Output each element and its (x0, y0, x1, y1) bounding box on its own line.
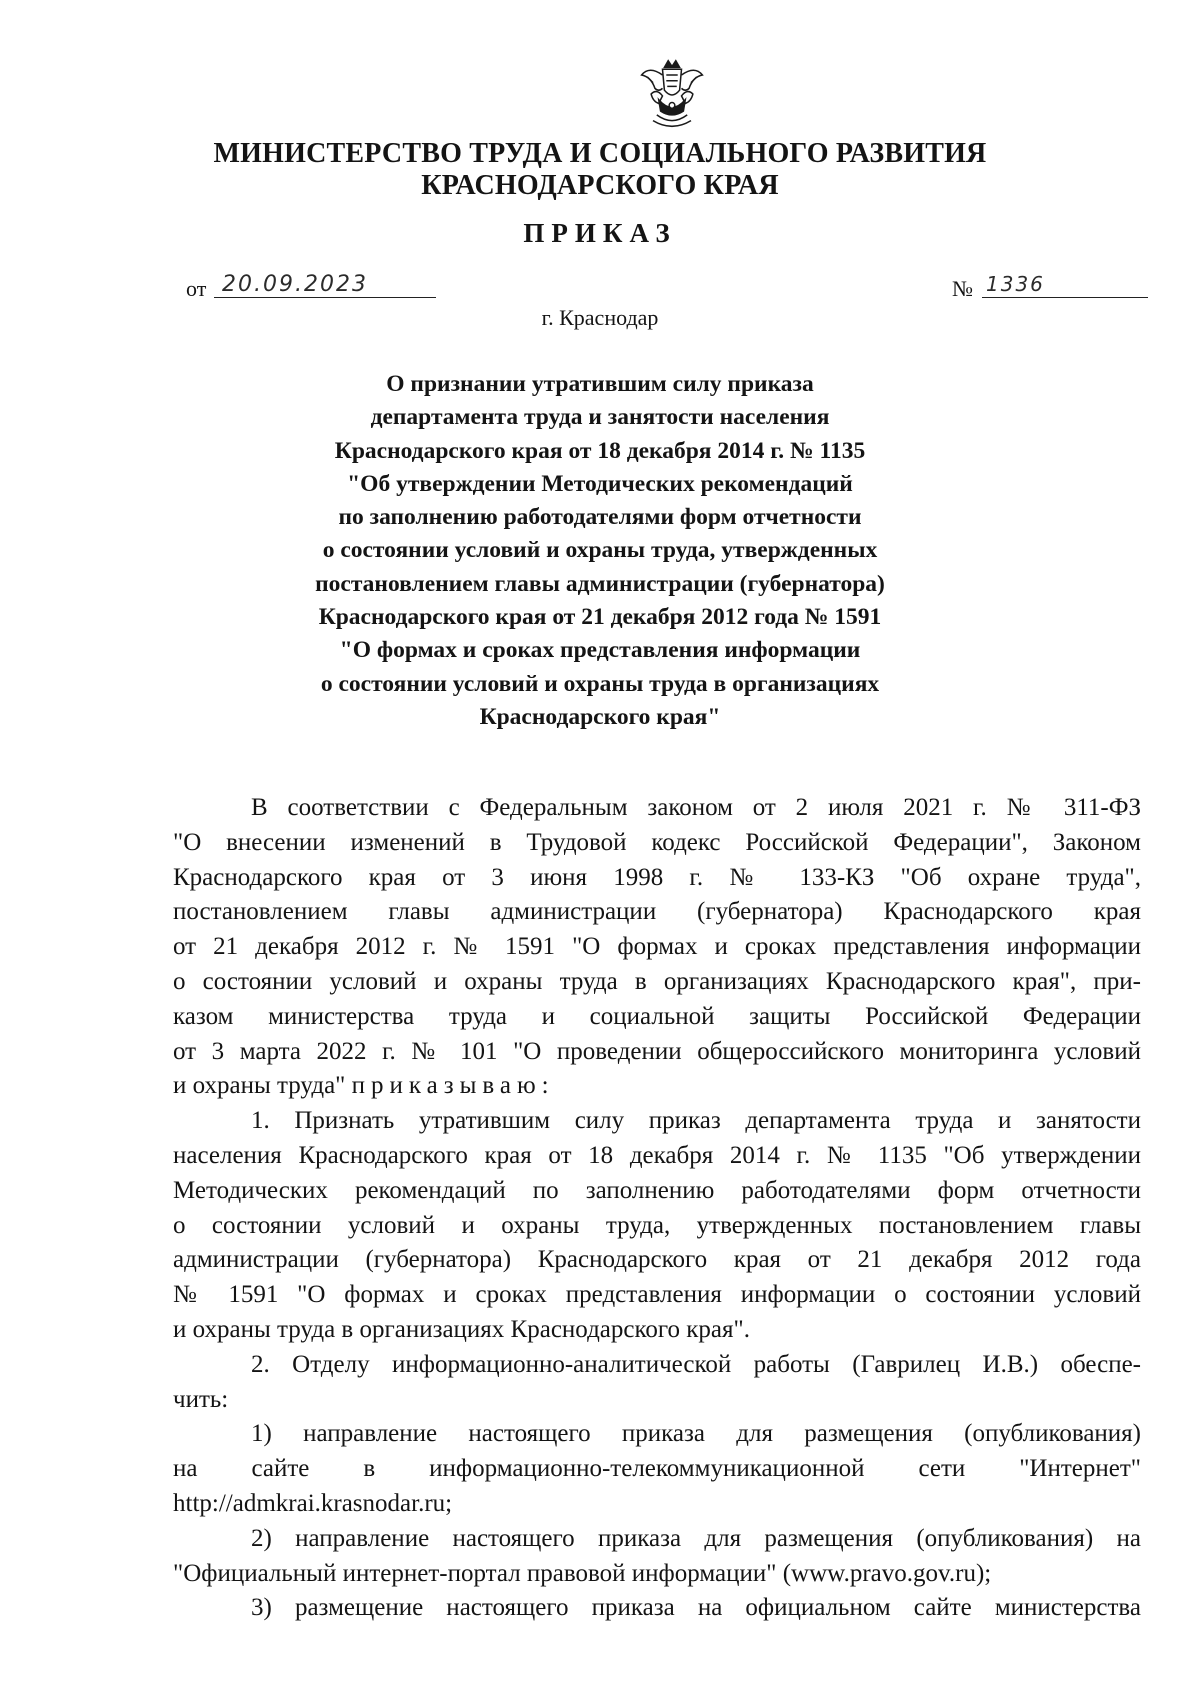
body-line: населения Краснодарского края от 18 декабря 2014 г. № 1135 "Об утверждении (173, 1141, 1141, 1169)
order-word: приказываю: (351, 1072, 555, 1100)
preamble-last-fragment: и охраны труда" (173, 1072, 346, 1100)
document-heading (210, 368, 990, 734)
body-line: от 21 декабря 2012 г. № 1591 "О формах и сроках представления информации (173, 933, 1141, 961)
body-line: "О внесении изменений в Трудовой кодекс Российской Федерации", Законом (173, 828, 1141, 856)
body-line: 1) направление настоящего приказа для размещения (опубликования) (251, 1420, 1141, 1448)
number-underline (982, 297, 1148, 298)
body-line: В соответствии с Федеральным законом от 2 июля 2021 г. № 311-ФЗ (251, 794, 1141, 821)
heading-line: постановлением главы администрации (губернатора) (315, 570, 885, 597)
heading-line: О признании утратившим силу приказа (386, 371, 814, 397)
handwritten-date: 20.09.2023 (222, 272, 368, 297)
heading-line: "О формах и сроках представления информации (339, 637, 861, 664)
url-line: http://admkrai.krasnodar.ru; (173, 1489, 453, 1517)
heading-line: о состоянии условий и охраны труда в организациях (320, 670, 880, 697)
body-line: постановлением главы администрации (губернатора) Краснодарского края (173, 898, 1141, 926)
order-title: ПРИКАЗ (523, 218, 677, 248)
ministry-name-line-2: КРАСНОДАРСКОГО КРАЯ (421, 170, 779, 201)
handwritten-order-number: 1336 (986, 272, 1045, 296)
city-name: г. Краснодар (541, 305, 659, 330)
ministry-name-line-1: МИНИСТЕРСТВО ТРУДА И СОЦИАЛЬНОГО РАЗВИТИЯ (213, 138, 987, 169)
body-line: о состоянии условий и охраны труда в организациях Краснодарского края", при- (173, 967, 1141, 995)
date-underline (214, 297, 436, 298)
body-line: 1. Признать утратившим силу приказ департамента труда и занятости (251, 1107, 1141, 1135)
body-line: № 1591 "О формах и сроках представления информации о состоянии условий (173, 1281, 1141, 1309)
body-line: Методических рекомендаций по заполнению работодателями форм отчетности (173, 1176, 1141, 1204)
number-prefix: № (952, 276, 973, 301)
coat-of-arms-icon (634, 56, 710, 132)
date-prefix: от (186, 276, 207, 301)
body-line: чить: (173, 1385, 229, 1413)
heading-line: "Об утверждении Методических рекомендаций (347, 470, 853, 497)
heading-line: по заполнению работодателями форм отчетности (338, 504, 862, 531)
body-line: казом министерства труда и социальной защиты Российской Федерации (173, 1002, 1141, 1030)
body-line: и охраны труда в организациях Краснодарского края". (173, 1315, 750, 1343)
heading-line: департамента труда и занятости населения (370, 404, 830, 431)
body-line: администрации (губернатора) Краснодарского края от 21 декабря 2012 года (173, 1246, 1141, 1274)
heading-line: Краснодарского края от 18 декабря 2014 г. № 1135 (334, 437, 866, 464)
body-line: от 3 марта 2022 г. № 101 "О проведении общероссийского мониторинга условий (173, 1037, 1141, 1065)
body-line: "Официальный интернет-портал правовой информации" (www.pravo.gov.ru); (173, 1559, 992, 1587)
body-line: 2) направление настоящего приказа для размещения (опубликования) на (251, 1524, 1141, 1552)
body-line: на сайте в информационно-телекоммуникационной сети "Интернет" (173, 1455, 1141, 1483)
body-line: 2. Отделу информационно-аналитической работы (Гаврилец И.В.) обеспе- (251, 1350, 1141, 1378)
heading-line: Краснодарского края от 21 декабря 2012 года № 1591 (318, 604, 882, 631)
heading-line: Краснодарского края" (479, 703, 721, 730)
body-line: 3) размещение настоящего приказа на официальном сайте министерства (251, 1594, 1141, 1622)
document-body (173, 791, 1141, 1626)
heading-line: о состоянии условий и охраны труда, утвержденных (322, 537, 878, 564)
body-line: о состоянии условий и охраны труда, утвержденных постановлением главы (173, 1211, 1141, 1239)
body-line: Краснодарского края от 3 июня 1998 г. № 133-КЗ "Об охране труда", (173, 863, 1141, 891)
body-line (173, 1069, 1141, 1104)
